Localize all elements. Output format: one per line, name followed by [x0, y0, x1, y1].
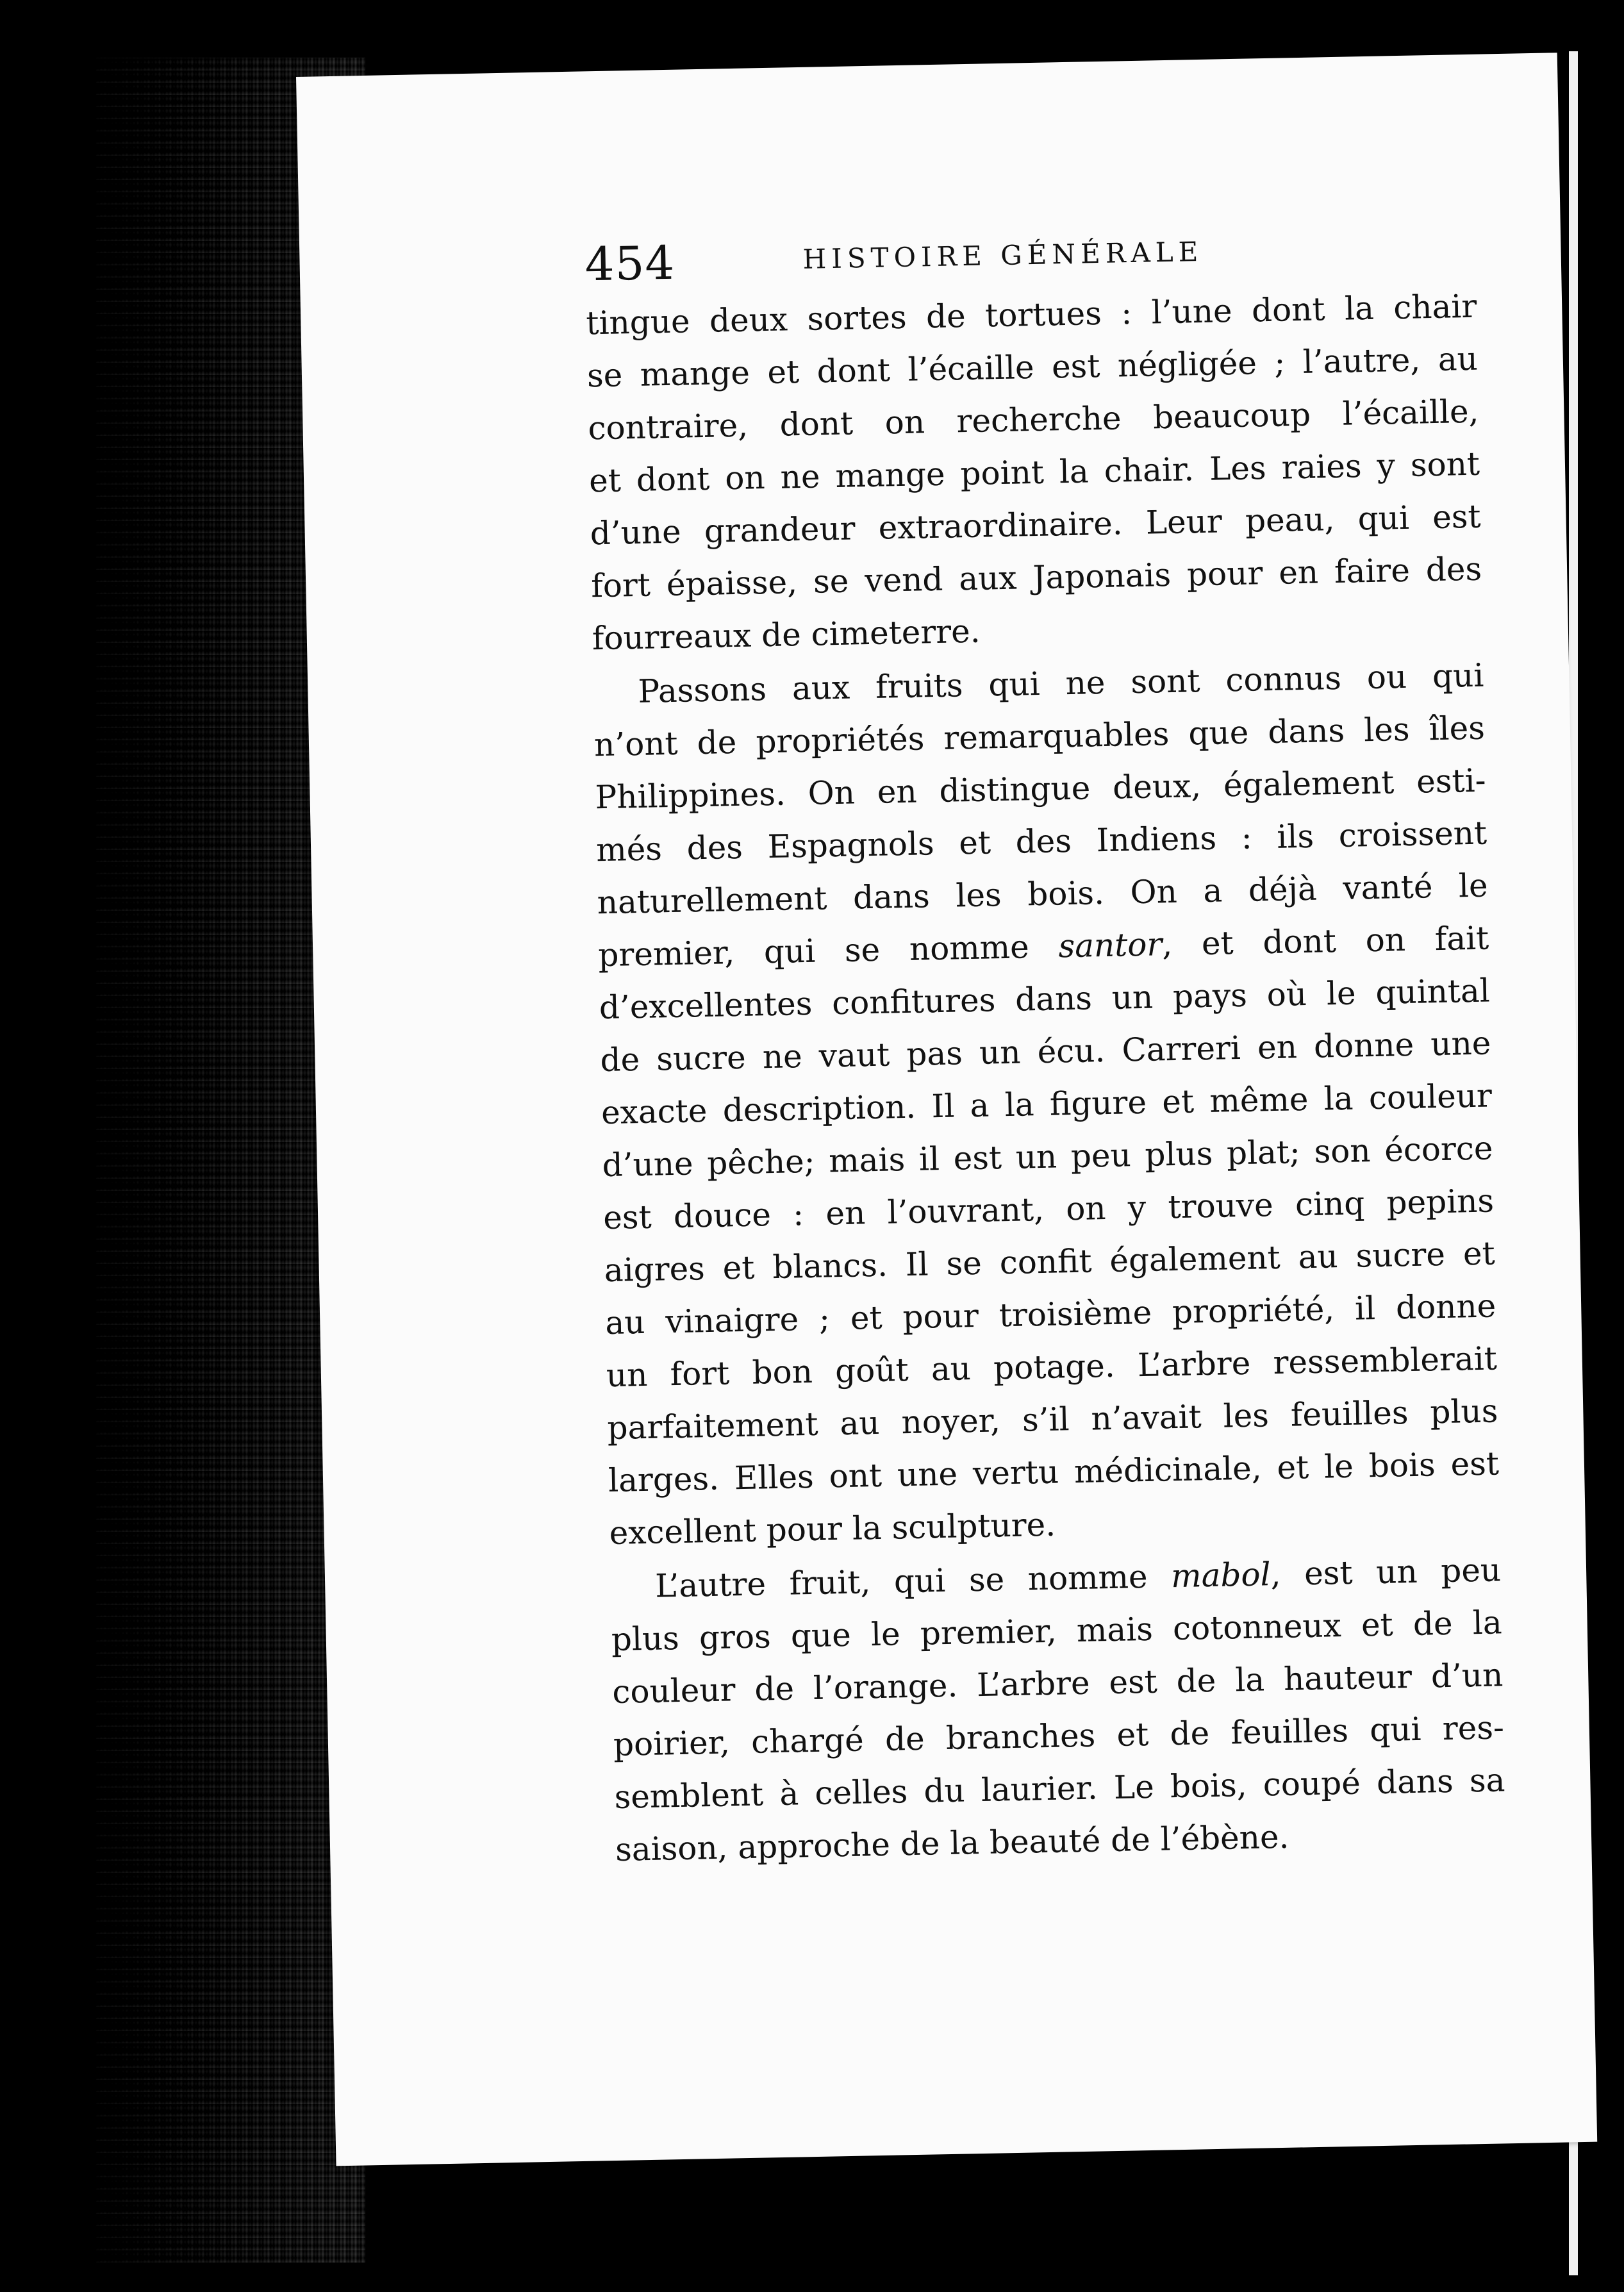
text-line: d’une pêche; mais il est un peu plus plat; son écorce [602, 1129, 1493, 1184]
paragraph-1 [586, 280, 1484, 665]
paragraph-3 [610, 1543, 1507, 1876]
text-line: fort épaisse, se vend aux Japonais pour en faire des [590, 550, 1482, 605]
text-line: naturellement dans les bois. On a déjà vanté le [597, 867, 1489, 922]
paragraph-2 [593, 649, 1501, 1559]
text-line: semblent à celles du laurier. Le bois, coupé dans sa [614, 1761, 1505, 1816]
book-page [296, 53, 1597, 2166]
running-title: HISTOIRE GÉNÉRALE [802, 235, 1204, 275]
text-line: se mange et dont l’écaille est négligée ; l’autre, au [586, 340, 1479, 395]
text-line: excellent pour la sculpture. [609, 1506, 1056, 1552]
text-line: et dont on ne mange point la chair. Les raies y sont [588, 445, 1480, 500]
text-run: , et dont on fait [1161, 919, 1489, 963]
text-line: n’ont de propriétés remarquables que dans les îles [593, 709, 1486, 764]
italic-term-santor: santor [1057, 926, 1163, 965]
text-block [584, 219, 1507, 1876]
text-line: més des Espagnols et des Indiens : ils croissent [595, 814, 1487, 869]
text-line: d’excellentes confitures dans un pays où le quintal [599, 972, 1491, 1027]
text-run: , est un peu [1270, 1551, 1502, 1593]
text-line: aigres et blancs. Il se confit également au sucre et [604, 1234, 1496, 1290]
text-line: plus gros que le premier, mais cotonneux et de la [611, 1604, 1503, 1659]
text-line: d’une grandeur extraordinaire. Leur peau, qui est [590, 497, 1482, 552]
text-line: larges. Elles ont une vertu médicinale, et le bois est [608, 1445, 1500, 1500]
text-line: Philippines. On en distingue deux, également esti- [595, 761, 1486, 817]
text-line: est douce : en l’ouvrant, on y trouve cinq pepins [602, 1182, 1495, 1237]
text-line: poirier, chargé de branches et de feuilles qui res- [613, 1709, 1505, 1763]
page-number: 454 [584, 235, 675, 292]
text-run: L’autre fruit, qui se nomme [654, 1557, 1172, 1605]
text-line: Passons aux fruits qui ne sont connus ou qui [637, 656, 1484, 710]
text-line: au vinaigre ; et pour troisième propriété, il donne [604, 1287, 1496, 1342]
text-line: contraire, dont on recherche beaucoup l’écaille, [588, 392, 1479, 447]
text-line: saison, approche de la beauté de l’ébène. [615, 1818, 1289, 1868]
text-line: exacte description. Il a la figure et même la couleur [601, 1077, 1493, 1132]
text-run: premier, qui se nomme [597, 927, 1059, 974]
text-line: tingue deux sortes de tortues : l’une dont la chair [585, 287, 1477, 342]
text-line: parfaitement au noyer, s’il n’avait les feuilles plus [607, 1392, 1498, 1447]
italic-term-mabol: mabol [1170, 1556, 1272, 1595]
text-line: fourreaux de cimeterre. [592, 612, 981, 658]
text-line: de sucre ne vaut pas un écu. Carreri en donne une [599, 1024, 1491, 1079]
text-line: un fort bon goût au potage. L’arbre ressemblerait [606, 1340, 1498, 1395]
text-line: couleur de l’orange. L’arbre est de la hauteur d’un [611, 1656, 1504, 1711]
